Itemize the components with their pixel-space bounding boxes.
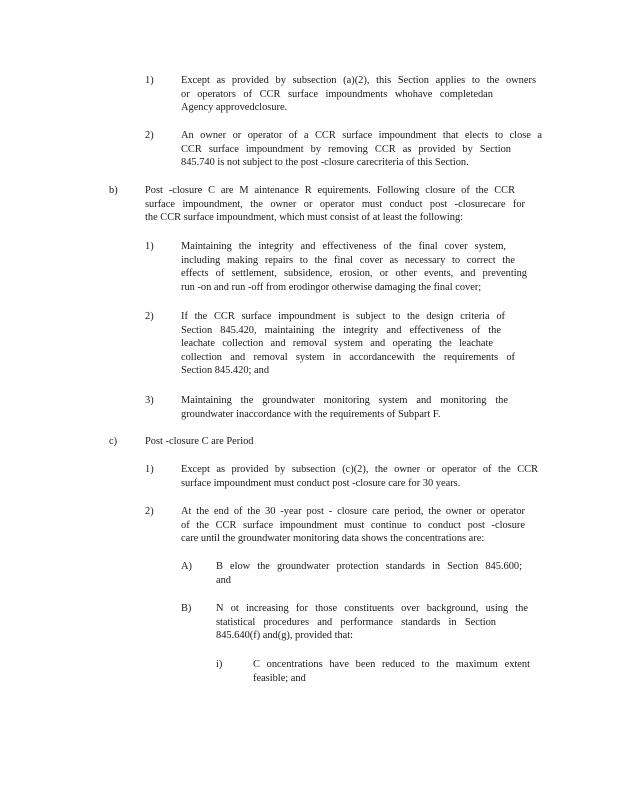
item-label: 1) [145,464,154,475]
text-line: 845.740 is not subject to the post -closure carecriteria of this Section. [181,157,469,169]
item-text [181,505,525,546]
item-label: 1) [145,241,154,252]
text-line: surface impoundment must conduct post -closure care for 30 years. [181,477,461,489]
text-line: Section 845.420, maintaining the integrity and effectiveness of the [181,324,501,336]
text-line: leachate collection and removal system and operating the leachate [181,338,493,350]
item-text [216,602,528,643]
text-line: At the end of the 30 -year post - closure care period, the owner or operator [181,506,525,517]
text-line: Post -closure C are M aintenance R equirements. Following closure of the CCR [145,185,515,196]
text-line: of the CCR surface impoundment must continue to conduct post -closure [181,519,525,531]
text-line: C oncentrations have been reduced to the maximum extent [253,659,530,670]
text-line: 845.640(f) and(g), provided that: [216,630,354,642]
item-text [145,435,254,449]
text-line: Maintaining the groundwater monitoring system and monitoring the [181,395,508,406]
item-text [181,240,527,294]
text-line: feasible; and [253,672,306,684]
text-line: the CCR surface impoundment, which must consist of at least the following: [145,212,464,224]
item-label: 2) [145,506,154,517]
text-line: N ot increasing for those constituents over background, using the [216,603,528,614]
text-line: or operators of CCR surface impoundments whohave completedan [181,88,493,100]
text-line: Section 845.420; and [181,365,270,377]
text-line: run -on and run -off from erodingor otherwise damaging the final cover; [181,281,482,293]
item-text [253,658,530,685]
text-line: surface impoundment, the owner or operator must conduct post -closurecare for [145,198,525,210]
text-line: An owner or operator of a CCR surface impoundment that elects to close a [181,130,542,141]
item-text [216,560,522,587]
text-line: collection and removal system in accordancewith the requirements of [181,351,515,363]
text-line: Maintaining the integrity and effectiveness of the final cover system, [181,241,506,252]
item-label: 2) [145,311,154,322]
text-line: groundwater inaccordance with the requirements of Subpart F. [181,408,441,420]
item-label: 1) [145,75,154,86]
text-line: and [216,574,232,586]
item-text [181,129,542,170]
text-line: CCR surface impoundment by removing CCR as provided by Section [181,143,511,155]
text-line: B elow the groundwater protection standards in Section 845.600; [216,561,522,572]
item-text [145,184,525,225]
item-label: A) [181,561,192,572]
text-line: statistical procedures and performance standards in Section [216,616,496,628]
item-label: i) [216,659,223,670]
item-text [181,310,515,378]
text-line: Agency approvedclosure. [181,102,288,114]
item-text [181,463,538,490]
text-line: Except as provided by subsection (c)(2), the owner or operator of the CCR [181,464,538,475]
text-line: effects of settlement, subsidence, erosion, or other events, and preventing [181,268,527,280]
text-line: care until the groundwater monitoring data shows the concentrations are: [181,533,485,545]
item-label: b) [109,185,118,196]
item-label: 2) [145,130,154,141]
text-line: If the CCR surface impoundment is subject to the design criteria of [181,311,505,322]
text-line: including making repairs to the final cover as necessary to correct the [181,254,515,266]
section-heading: Post -closure C are Period [145,436,254,447]
item-text [181,74,536,115]
text-line: Except as provided by subsection (a)(2), this Section applies to the owners [181,75,536,86]
item-label: B) [181,603,192,614]
item-label: 3) [145,395,154,406]
item-label: c) [109,436,118,447]
item-text [181,394,508,421]
